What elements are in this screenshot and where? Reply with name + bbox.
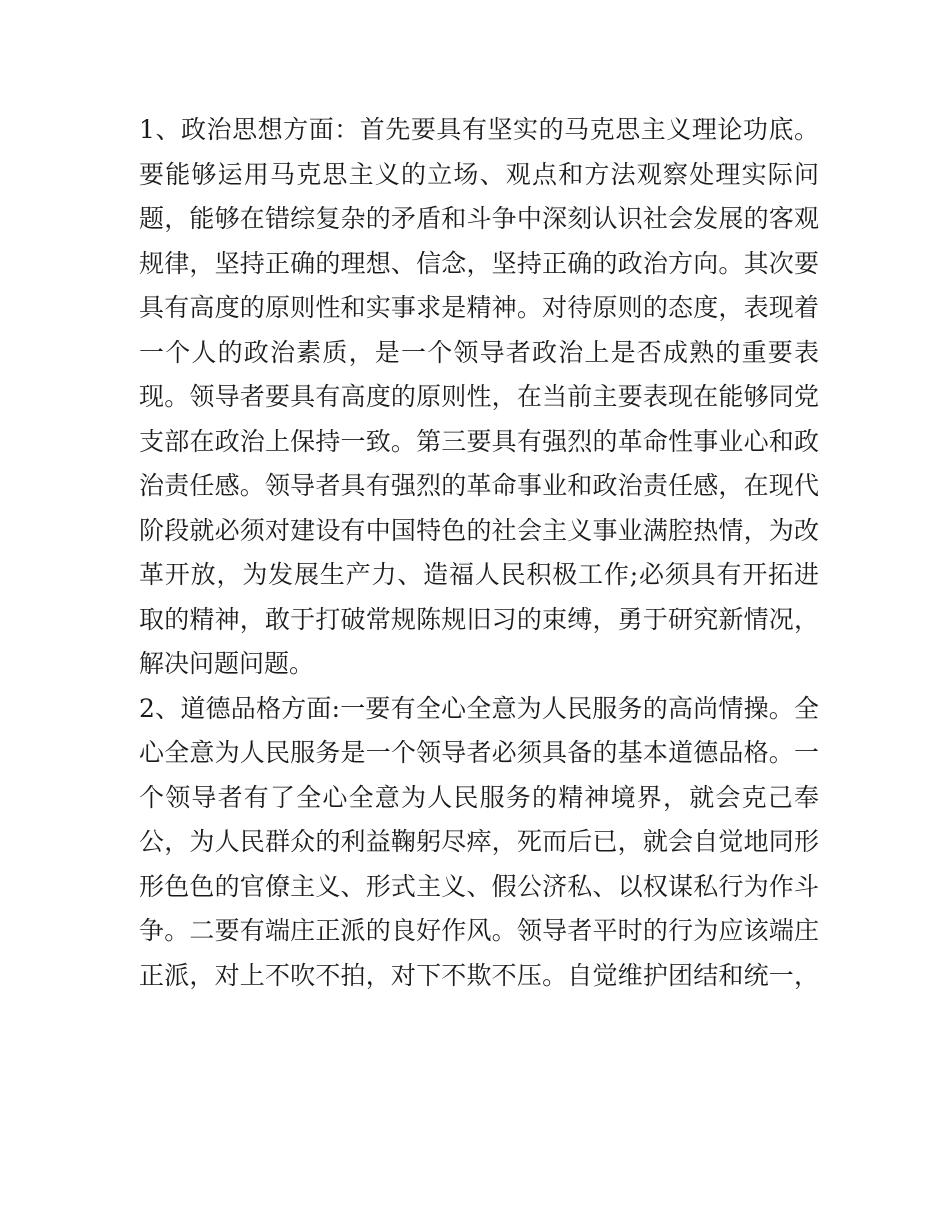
text-line: 个领导者有了全心全意为人民服务的精神境界，就会克己奉 bbox=[139, 782, 819, 812]
text-line: 1、政治思想方面：首先要具有坚实的马克思主义理论功底。 bbox=[139, 115, 819, 144]
text-line: 支部在政治上保持一致。第三要具有强烈的革命性事业心和政 bbox=[139, 426, 819, 456]
text-line: 公，为人民群众的利益鞠躬尽瘁，死而后已，就会自觉地同形 bbox=[139, 827, 819, 856]
text-line: 治责任感。领导者具有强烈的革命事业和政治责任感，在现代 bbox=[139, 471, 819, 500]
text-line: 具有高度的原则性和实事求是精神。对待原则的态度，表现着 bbox=[139, 293, 819, 322]
text-line: 阶段就必须对建设有中国特色的社会主义事业满腔热情，为改 bbox=[139, 515, 819, 545]
text-line: 形色色的官僚主义、形式主义、假公济私、以权谋私行为作斗 bbox=[139, 871, 819, 901]
text-line: 规律，坚持正确的理想、信念，坚持正确的政治方向。其次要 bbox=[139, 248, 819, 278]
text-line: 要能够运用马克思主义的立场、观点和方法观察处理实际问 bbox=[139, 159, 819, 189]
text-line: 心全意为人民服务是一个领导者必须具备的基本道德品格。一 bbox=[139, 738, 819, 767]
text-line: 争。二要有端庄正派的良好作风。领导者平时的行为应该端庄 bbox=[139, 916, 819, 945]
text-line: 解决问题问题。 bbox=[139, 649, 315, 678]
text-line: 正派，对上不吹不拍，对下不欺不压。自觉维护团结和统一， bbox=[139, 960, 819, 990]
text-line: 一个人的政治素质，是一个领导者政治上是否成熟的重要表 bbox=[139, 337, 819, 367]
text-line: 题，能够在错综复杂的矛盾和斗争中深刻认识社会发展的客观 bbox=[139, 204, 819, 233]
text-line: 现。领导者要具有高度的原则性，在当前主要表现在能够同党 bbox=[139, 382, 819, 411]
text-line: 革开放，为发展生产力、造福人民积极工作;必须具有开拓进 bbox=[139, 560, 819, 589]
text-line: 2、道德品格方面:一要有全心全意为人民服务的高尚情操。全 bbox=[139, 693, 819, 723]
body-text bbox=[139, 108, 819, 998]
text-line: 取的精神，敢于打破常规陈规旧习的束缚，勇于研究新情况， bbox=[139, 604, 819, 634]
